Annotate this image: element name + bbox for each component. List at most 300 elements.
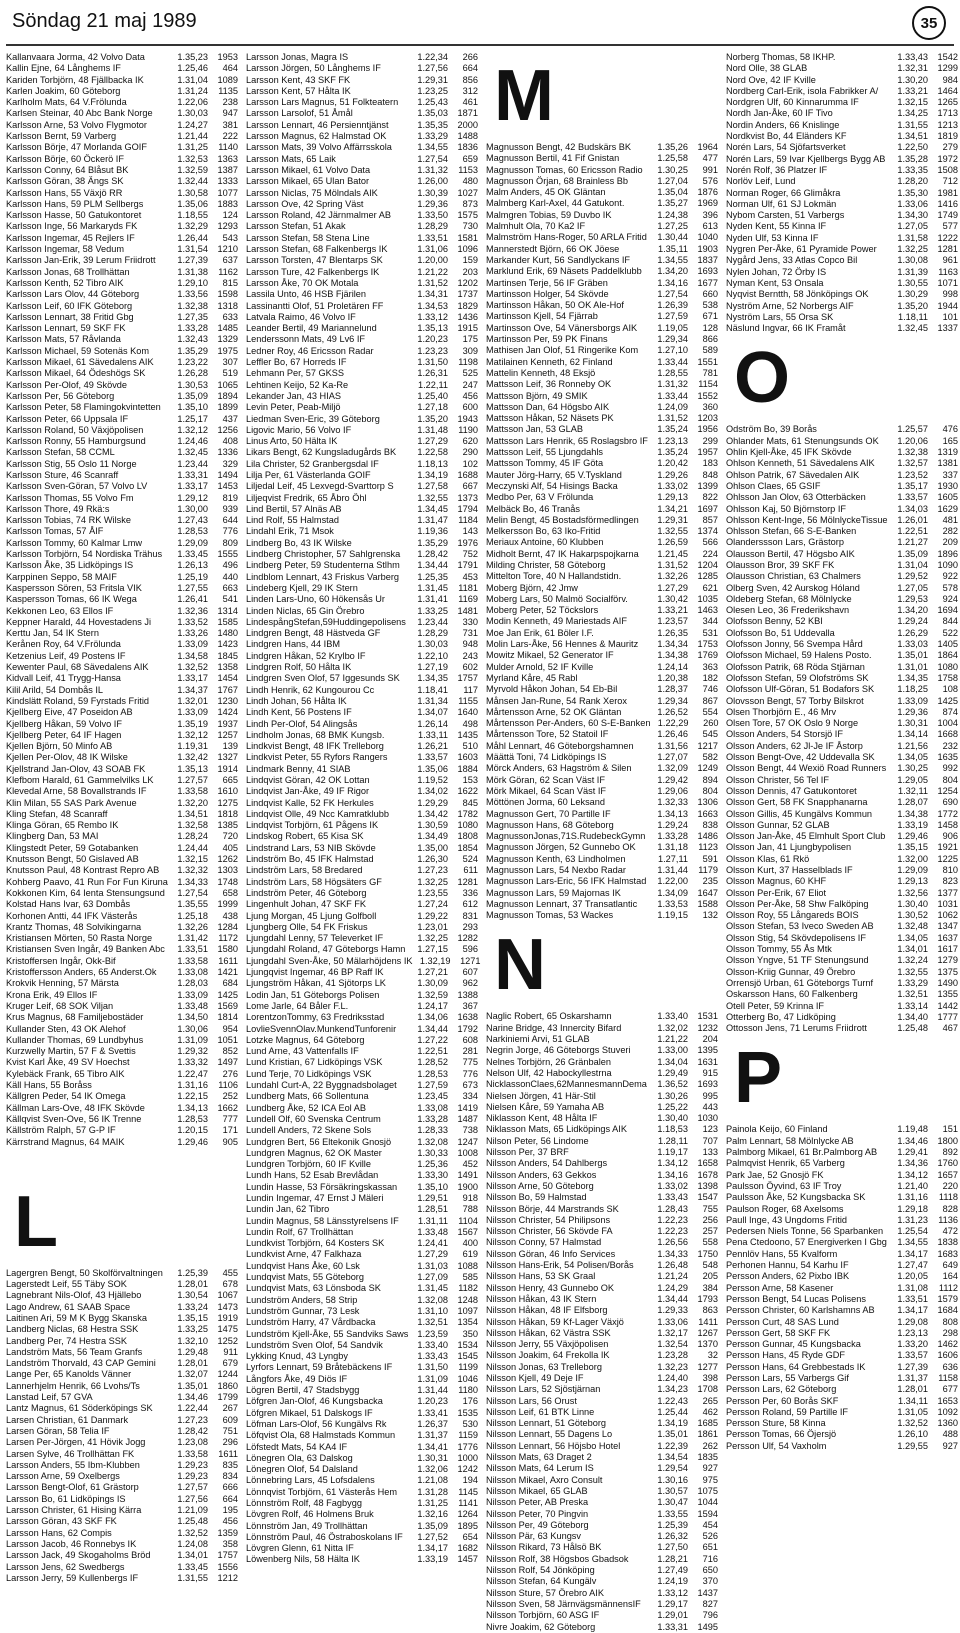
runner-name: Olausson Bror, 39 SKF FK xyxy=(726,559,835,570)
finish-time: 1.29,22 xyxy=(417,910,448,921)
finish-time: 1.33,58 xyxy=(177,786,208,797)
placing: 1685 xyxy=(697,1418,718,1429)
placing: 1377 xyxy=(937,887,958,898)
runner-name: Lundell Olf, 60 Svenska Centrum xyxy=(246,1113,381,1124)
result-row xyxy=(6,786,238,797)
runner-name: Lindström Lars, 58 Bredared xyxy=(246,865,363,876)
finish-time: 1.33,50 xyxy=(417,210,448,221)
placing: 1154 xyxy=(698,379,718,390)
result-row xyxy=(486,1599,718,1610)
placing: 1257 xyxy=(217,729,238,740)
finish-time: 1.21,40 xyxy=(897,1180,928,1191)
finish-time: 1.30,26 xyxy=(657,1090,688,1101)
finish-time: 1.24,08 xyxy=(177,1538,208,1549)
result-row xyxy=(486,1249,718,1260)
result-row xyxy=(726,154,958,165)
placing: 863 xyxy=(702,1305,718,1316)
result-row xyxy=(6,696,238,707)
result-row xyxy=(6,1403,238,1414)
result-row xyxy=(246,1509,478,1520)
runner-name: Levin Peter, Peab-Miljö xyxy=(246,402,341,413)
runner-name: Lehmann Per, 57 GKSS xyxy=(246,368,345,379)
finish-time: 1.28,29 xyxy=(417,628,448,639)
result-row xyxy=(726,221,958,232)
placing: 1486 xyxy=(697,831,718,842)
runner-name: Niklasson Kent, 48 Hålta IF xyxy=(486,1113,598,1124)
placing: 1758 xyxy=(937,672,958,683)
finish-time: 1.23,01 xyxy=(417,921,448,932)
placing: 222 xyxy=(222,131,238,142)
runner-name: Olsson Anders, 54 Storsjö IF xyxy=(726,729,843,740)
placing: 336 xyxy=(462,887,478,898)
finish-time: 1.23,28 xyxy=(657,1350,688,1361)
result-row xyxy=(246,402,478,413)
runner-name: Nilsson Mikael, 65 GLAB xyxy=(486,1485,588,1496)
placing: 809 xyxy=(222,537,238,548)
runner-name: Lund Arne, 43 Vattenfalls IF xyxy=(246,1046,359,1057)
runner-name: Lundqvist Hans Åke, 60 Lsk xyxy=(246,1260,360,1271)
result-row xyxy=(6,425,238,436)
result-row xyxy=(486,775,718,786)
runner-name: Niklasson Mats, 65 Lidköpings AIK xyxy=(486,1124,627,1135)
finish-time: 1.33,06 xyxy=(657,1316,688,1327)
placing: 1212 xyxy=(217,1572,238,1583)
finish-time: 1.31,38 xyxy=(177,266,208,277)
placing: 1140 xyxy=(218,142,238,153)
runner-name: Larsson Mikael, 65 Ulan Bator xyxy=(246,176,370,187)
finish-time: 1.19,05 xyxy=(657,322,688,333)
placing: 894 xyxy=(702,774,718,785)
result-row xyxy=(246,425,478,436)
runner-name: Kristoffersen Ingår, Okk-Bif xyxy=(6,955,116,966)
result-row xyxy=(246,210,478,221)
placing: 1358 xyxy=(217,662,238,673)
placing: 1454 xyxy=(217,673,238,684)
result-row xyxy=(246,877,478,888)
result-row xyxy=(246,538,478,549)
finish-time: 1.29,09 xyxy=(177,537,208,548)
finish-time: 1.35,06 xyxy=(177,198,208,209)
result-row xyxy=(246,1442,478,1453)
placing: 519 xyxy=(222,368,238,379)
result-row xyxy=(486,244,718,255)
placing: 204 xyxy=(702,1034,718,1045)
result-row xyxy=(246,854,478,865)
result-row xyxy=(6,493,238,504)
runner-name: Modin Kenneth, 49 Mariestads AIF xyxy=(486,616,627,627)
finish-time: 1.30,39 xyxy=(417,187,448,198)
runner-name: Lind Bertil, 57 Alnäs AB xyxy=(246,503,342,514)
runner-name: Krantz Thomas, 48 Solvikingarna xyxy=(6,921,142,932)
result-row xyxy=(486,142,718,153)
placing: 265 xyxy=(702,1395,718,1406)
runner-name: Persson Roland, 59 Partille IF xyxy=(726,1406,849,1417)
placing: 1622 xyxy=(457,786,478,797)
runner-name: Olsen Tore, 57 OK Oslo 9 Norge xyxy=(726,718,859,729)
runner-name: Karlsson Bernt, 59 Varberg xyxy=(6,131,117,142)
finish-time: 1.33,08 xyxy=(417,1102,448,1113)
runner-name: Liljedal Leif, 45 Lexvegd-Svarttorp S xyxy=(246,481,394,492)
finish-time: 1.33,19 xyxy=(897,819,928,830)
result-row xyxy=(6,877,238,888)
finish-time: 1.31,58 xyxy=(897,232,928,243)
placing: 247 xyxy=(462,379,478,390)
result-row xyxy=(6,1313,238,1324)
result-row xyxy=(246,493,478,504)
runner-name: Nyström Lars, 55 Orsa SK xyxy=(726,311,834,322)
placing: 1213 xyxy=(937,119,958,130)
runner-name: Krokvik Henning, 57 Märsta xyxy=(6,978,119,989)
finish-time: 1.29,31 xyxy=(657,514,688,525)
result-row xyxy=(486,662,718,673)
result-row xyxy=(6,1012,238,1023)
finish-time: 1.25,46 xyxy=(177,63,208,74)
runner-name: Klefbom Harald, 61 Gammelvilks LK xyxy=(6,775,154,785)
placing: 906 xyxy=(942,831,958,842)
placing: 165 xyxy=(942,435,958,446)
finish-time: 1.29,08 xyxy=(897,1316,928,1327)
result-row xyxy=(486,1384,718,1395)
finish-time: 1.29,24 xyxy=(657,819,688,830)
finish-time: 1.29,31 xyxy=(417,74,448,85)
placing: 1265 xyxy=(937,97,958,108)
finish-time: 1.34,13 xyxy=(177,1102,208,1113)
result-row xyxy=(726,323,958,334)
finish-time: 1.27,22 xyxy=(417,1034,448,1045)
finish-time: 1.33,11 xyxy=(418,729,448,740)
result-row xyxy=(246,1554,478,1565)
finish-time: 1.29,24 xyxy=(897,616,928,627)
runner-name: Karlsson Hans, 55 Växjö RR xyxy=(6,187,123,198)
placing: 1080 xyxy=(937,661,958,672)
finish-time: 1.32,52 xyxy=(897,1418,928,1429)
result-row xyxy=(6,380,238,391)
runner-name: Lindeberg Kjell, 29 IK Stern xyxy=(246,582,358,593)
placing: 1598 xyxy=(217,289,238,300)
runner-name: Lönnebring Lars, 45 Lofsdalens xyxy=(246,1475,375,1486)
finish-time: 1.32,58 xyxy=(177,820,208,831)
placing: 398 xyxy=(702,1372,718,1383)
runner-name: Larsson Niclas, 75 Mölndals AIK xyxy=(246,187,378,198)
finish-time: 1.35,27 xyxy=(657,198,688,209)
finish-time: 1.20,00 xyxy=(417,255,448,266)
placing: 619 xyxy=(462,1249,478,1260)
finish-time: 1.24,14 xyxy=(657,661,688,672)
placing: 1737 xyxy=(457,289,478,300)
finish-time: 1.32,25 xyxy=(897,244,928,255)
finish-time: 1.35,24 xyxy=(657,447,688,458)
runner-name: Linden Niclas, 65 Gin Örebro xyxy=(246,605,365,616)
runner-name: Krona Erik, 49 Ellos IF xyxy=(6,989,98,1000)
runner-name: Otell Peter, 59 Krinna IF xyxy=(726,1000,825,1011)
runner-name: Larsson Jens, 62 Swedbergs xyxy=(6,1561,125,1572)
placing: 1531 xyxy=(697,1011,718,1022)
runner-name: Otterberg Bo, 47 Lidköping xyxy=(726,1011,836,1022)
runner-name: Lindh Kent, 56 Postens IF xyxy=(246,707,352,718)
result-row xyxy=(486,481,718,492)
placing: 1285 xyxy=(697,571,718,582)
runner-name: Marklund Erik, 69 Näsets Paddelklubb xyxy=(486,266,642,277)
runner-name: Löfqvist Ola, 68 Halmstads Kommun xyxy=(246,1430,396,1441)
result-row xyxy=(246,967,478,978)
placing: 1814 xyxy=(217,1012,238,1023)
result-row xyxy=(726,458,958,469)
result-row xyxy=(726,571,958,582)
finish-time: 1.21,24 xyxy=(657,1271,688,1282)
runner-name: Nordh Jan-Åke, 60 IF Tivo xyxy=(726,108,833,119)
runner-name: Karlsson Peter, 66 Uppsala IF xyxy=(6,413,129,424)
runner-name: Malmgren Tobias, 59 Duvbo IK xyxy=(486,209,612,220)
finish-time: 1.33,02 xyxy=(657,1180,688,1191)
result-row xyxy=(486,1339,718,1350)
finish-time: 1.27,18 xyxy=(417,402,448,413)
result-row xyxy=(726,1181,958,1192)
result-row xyxy=(246,312,478,323)
placing: 1864 xyxy=(937,650,958,661)
finish-time: 1.34,17 xyxy=(897,1305,928,1316)
result-row xyxy=(6,221,238,232)
placing: 1256 xyxy=(217,424,238,435)
runner-name: Nilsson Torbjörn, 60 ASG IF xyxy=(486,1610,600,1621)
runner-name: Larsson Åke, 70 OK Motala xyxy=(246,277,359,288)
runner-name: Lundberg Åke, 52 ICA Eol AB xyxy=(246,1102,367,1113)
result-row xyxy=(486,1283,718,1294)
placing: 256 xyxy=(702,1214,718,1225)
result-row xyxy=(486,1429,718,1440)
placing: 1976 xyxy=(457,537,478,548)
finish-time: 1.30,58 xyxy=(177,187,208,198)
result-row xyxy=(486,1362,718,1373)
finish-time: 1.25,19 xyxy=(177,571,208,582)
finish-time: 1.27,39 xyxy=(897,1361,928,1372)
result-row xyxy=(726,1124,958,1135)
finish-time: 1.34,21 xyxy=(657,503,688,514)
finish-time: 1.29,36 xyxy=(897,706,928,717)
result-row xyxy=(486,1396,718,1407)
runner-name: Larsson Jörgen, 50 Långhems IF xyxy=(246,63,381,74)
runner-name: Nordberg Carl-Erik, isola Fabrikker A/ xyxy=(726,85,879,96)
result-row xyxy=(726,492,958,503)
finish-time: 1.34,11 xyxy=(898,1395,928,1406)
placing: 1416 xyxy=(937,198,958,209)
result-row xyxy=(726,605,958,616)
runner-name: Olsson Tommy, 55 Ås Mtk xyxy=(726,944,832,955)
finish-time: 1.27,10 xyxy=(657,345,688,356)
runner-name: Källgren Peder, 54 IK Omega xyxy=(6,1091,126,1102)
finish-time: 1.26,31 xyxy=(417,368,448,379)
placing: 678 xyxy=(222,1279,238,1290)
result-row xyxy=(246,380,478,391)
finish-time: 1.33,26 xyxy=(177,628,208,639)
result-row xyxy=(726,741,958,752)
runner-name: Kilil Arild, 54 Dombås IL xyxy=(6,684,104,695)
runner-name: Olsson Bengt, 44 Wexiö Road Runners xyxy=(726,763,887,774)
result-row xyxy=(486,1079,718,1090)
result-row xyxy=(246,142,478,153)
runner-name: Lönnström Jan, 49 Trollhättan xyxy=(246,1520,368,1531)
result-row xyxy=(726,876,958,887)
runner-name: Persson Lars, 55 Varbergs Gif xyxy=(726,1372,849,1383)
finish-time: 1.35,11 xyxy=(658,243,688,254)
runner-name: Karlsson Mats, 57 Råvlanda xyxy=(6,334,121,345)
result-row xyxy=(246,199,478,210)
result-row xyxy=(6,165,238,176)
result-row xyxy=(6,368,238,379)
result-row xyxy=(726,188,958,199)
finish-time: 1.26,13 xyxy=(177,560,208,571)
runner-name: Kjellen Björn, 50 Minfo AB xyxy=(6,741,113,752)
finish-time: 1.32,32 xyxy=(177,865,208,876)
placing: 159 xyxy=(462,255,478,266)
placing: 1708 xyxy=(697,1384,718,1395)
placing: 1437 xyxy=(697,1587,718,1598)
placing: 1792 xyxy=(457,1023,478,1034)
result-row xyxy=(246,1080,478,1091)
runner-name: Lundström Harry, 47 Vårdbacka xyxy=(246,1317,376,1328)
result-row xyxy=(246,481,478,492)
result-row xyxy=(486,1170,718,1181)
placing: 651 xyxy=(702,1542,718,1553)
placing: 1153 xyxy=(458,164,478,175)
finish-time: 1.32,15 xyxy=(177,854,208,865)
finish-time: 1.33,41 xyxy=(417,1407,448,1418)
placing: 1080 xyxy=(457,820,478,831)
placing: 132 xyxy=(702,910,718,921)
placing: 1314 xyxy=(217,605,238,616)
runner-name: Olsson Dennis, 47 Gatukontoret xyxy=(726,785,857,796)
finish-time: 1.32,12 xyxy=(177,729,208,740)
result-row xyxy=(6,267,238,278)
runner-name: Persson Hans, 64 Grebbestads IK xyxy=(726,1361,866,1372)
result-row xyxy=(6,1290,238,1301)
placing: 182 xyxy=(702,672,718,683)
finish-time: 1.34,12 xyxy=(657,1158,688,1169)
finish-time: 1.30,06 xyxy=(177,1023,208,1034)
result-row xyxy=(6,1057,238,1068)
placing: 1640 xyxy=(457,707,478,718)
runner-name: Karlsson Tobias, 74 RK Wilske xyxy=(6,515,131,526)
result-row xyxy=(6,131,238,142)
finish-time: 1.35,15 xyxy=(897,842,928,853)
runner-name: Lundqvist Mats, 55 Göteborg xyxy=(246,1272,364,1283)
result-row xyxy=(726,899,958,910)
finish-time: 1.27,24 xyxy=(417,899,448,910)
finish-time: 1.34,44 xyxy=(417,1023,448,1034)
placing: 290 xyxy=(462,447,478,458)
result-row xyxy=(726,75,958,86)
placing: 1793 xyxy=(697,1293,718,1304)
result-row xyxy=(726,1237,958,1248)
placing: 1772 xyxy=(937,808,958,819)
placing: 775 xyxy=(462,1057,478,1068)
runner-name: Olofsson Patrik, 68 Röda Stjärnan xyxy=(726,661,865,672)
placing: 329 xyxy=(222,458,238,469)
result-row xyxy=(246,583,478,594)
finish-time: 1.35,01 xyxy=(897,650,928,661)
finish-time: 1.21,45 xyxy=(657,548,688,559)
placing: 548 xyxy=(702,1260,718,1271)
placing: 611 xyxy=(463,865,478,876)
finish-time: 1.31,16 xyxy=(177,1080,208,1091)
finish-time: 1.18,13 xyxy=(417,458,448,469)
placing: 1442 xyxy=(937,1000,958,1011)
placing: 961 xyxy=(942,255,958,266)
placing: 1284 xyxy=(217,921,238,932)
runner-name: Kidvall Leif, 41 Trygg-Hansa xyxy=(6,673,121,684)
result-row xyxy=(246,131,478,142)
finish-time: 1.32,45 xyxy=(177,447,208,458)
finish-time: 1.32,31 xyxy=(897,63,928,74)
result-row xyxy=(6,752,238,763)
placing: 679 xyxy=(222,1358,238,1369)
placing: 1347 xyxy=(937,921,958,932)
result-row xyxy=(6,357,238,368)
finish-time: 1.35,10 xyxy=(417,1181,448,1192)
placing: 1534 xyxy=(457,1339,478,1350)
finish-time: 1.33,17 xyxy=(177,673,208,684)
placing: 1210 xyxy=(217,244,238,255)
placing: 808 xyxy=(942,1316,958,1327)
result-row xyxy=(726,684,958,695)
runner-name: Månsen Jan-Rune, 54 Rank Xerox xyxy=(486,695,627,706)
runner-name: Ledner Roy, 46 Ericsson Radar xyxy=(246,345,374,356)
finish-time: 1.33,44 xyxy=(657,356,688,367)
placing: 1769 xyxy=(697,650,718,661)
finish-time: 1.22,34 xyxy=(417,52,448,62)
finish-time: 1.34,51 xyxy=(897,131,928,142)
placing: 1677 xyxy=(697,277,718,288)
placing: 1480 xyxy=(217,628,238,639)
finish-time: 1.26,00 xyxy=(417,176,448,187)
finish-time: 1.33,09 xyxy=(177,707,208,718)
runner-name: Lundberg Mats, 66 Sollentuna xyxy=(246,1091,369,1102)
result-row xyxy=(486,1181,718,1192)
placing: 1569 xyxy=(217,1000,238,1011)
placing: 133 xyxy=(702,1147,718,1158)
finish-time: 1.30,55 xyxy=(897,277,928,288)
placing: 1293 xyxy=(217,221,238,232)
result-row xyxy=(486,1113,718,1124)
placing: 437 xyxy=(222,413,238,424)
runner-name: Olsson Christer, 56 Tel IF xyxy=(726,774,829,785)
runner-name: Nilsson Mikael, Axro Consult xyxy=(486,1474,603,1485)
finish-time: 1.27,07 xyxy=(657,752,688,763)
finish-time: 1.34,06 xyxy=(417,1012,448,1023)
placing: 232 xyxy=(942,740,958,751)
finish-time: 1.23,25 xyxy=(417,85,448,96)
runner-name: Lönnström Rolf, 48 Fagbygg xyxy=(246,1498,362,1508)
runner-name: Linden Lars-Uno, 60 Hökensås Ur xyxy=(246,594,385,605)
finish-time: 1.30,40 xyxy=(897,898,928,909)
finish-time: 1.35,24 xyxy=(657,424,688,435)
placing: 613 xyxy=(702,221,718,232)
result-row xyxy=(246,1125,478,1136)
placing: 918 xyxy=(462,1192,478,1203)
runner-name: Larsson Mats, 39 Volvo Affärrsskola xyxy=(246,142,392,153)
runner-name: Nyden Ulf, 53 Kinna IF xyxy=(726,232,819,243)
finish-time: 1.23,55 xyxy=(417,887,448,898)
finish-time: 1.34,36 xyxy=(897,1158,928,1169)
placing: 1713 xyxy=(937,108,958,119)
placing: 1333 xyxy=(217,176,238,187)
finish-time: 1.32,24 xyxy=(897,955,928,966)
finish-time: 1.35,55 xyxy=(177,899,208,910)
finish-time: 1.31,11 xyxy=(418,1215,448,1226)
runner-name: Karlsson Göran, 38 Ängs SK xyxy=(6,176,124,187)
finish-time: 1.31,45 xyxy=(417,582,448,593)
result-row xyxy=(486,1057,718,1068)
finish-time: 1.34,20 xyxy=(657,266,688,277)
